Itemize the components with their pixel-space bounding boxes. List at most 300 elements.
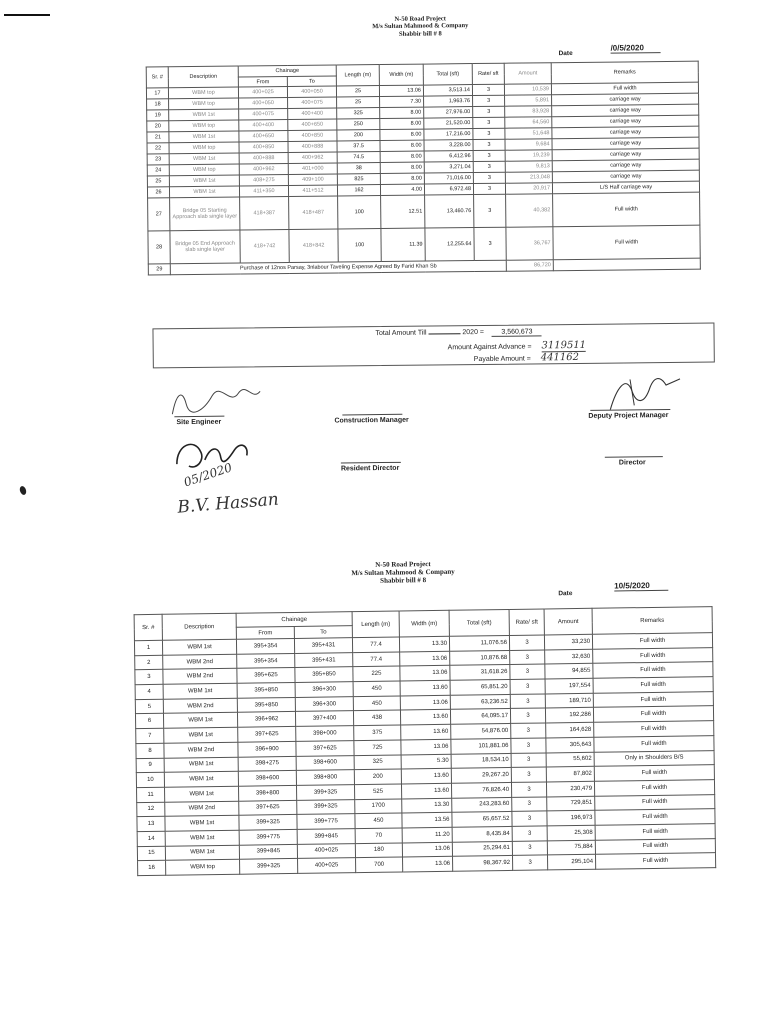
row-total: 3,513.14 bbox=[423, 85, 472, 97]
deputy-pm-label: Deputy Project Manager bbox=[588, 412, 669, 420]
row-rate: 3 bbox=[473, 128, 505, 139]
row-from: 400+400 bbox=[239, 119, 288, 131]
row-from: 399+775 bbox=[239, 829, 297, 844]
row-total: 13,460.76 bbox=[425, 195, 474, 229]
row-description: Bridge 05 Starting Approach slab single layer bbox=[170, 197, 240, 231]
row-amount: 86,720 bbox=[506, 260, 553, 271]
row-from: 399+325 bbox=[239, 815, 297, 830]
sheet2-table-body bbox=[134, 633, 715, 876]
row-width: 13.60 bbox=[400, 680, 450, 695]
row-remarks: Full width bbox=[595, 794, 715, 810]
col-remarks: Remarks bbox=[551, 61, 698, 84]
row-to: 395+850 bbox=[295, 667, 353, 682]
sheet2-bill-table bbox=[134, 606, 717, 876]
row-description: WBM top bbox=[169, 120, 239, 132]
row-amount: 196,973 bbox=[547, 811, 595, 826]
row-description: WBM 1st bbox=[165, 845, 239, 861]
row-remarks: carriage way bbox=[552, 148, 699, 161]
row-description: WBM top bbox=[166, 860, 240, 876]
row-rate: 3 bbox=[512, 841, 547, 856]
row-remarks: Full width bbox=[594, 779, 714, 795]
sheet2-date-label: Date bbox=[558, 590, 573, 598]
row-from: 395+354 bbox=[237, 653, 295, 668]
col-width: Width (m) bbox=[399, 610, 449, 637]
row-sr: 13 bbox=[137, 817, 165, 832]
director-label: Director bbox=[618, 459, 646, 467]
row-rate: 3 bbox=[510, 650, 545, 665]
row-from: 400+075 bbox=[239, 108, 288, 120]
row-width: 13.56 bbox=[402, 813, 452, 828]
row-sr: 11 bbox=[137, 787, 165, 802]
col-from: From bbox=[236, 626, 294, 639]
row-from: 395+354 bbox=[236, 638, 294, 653]
row-rate: 3 bbox=[473, 161, 505, 172]
row-amount: 64,560 bbox=[505, 117, 552, 128]
row-to: 400+888 bbox=[288, 141, 337, 153]
row-rate: 3 bbox=[474, 227, 506, 260]
row-description: WBM top bbox=[169, 164, 239, 176]
row-total: 3,271.04 bbox=[424, 162, 473, 174]
row-to: 400+962 bbox=[288, 152, 337, 164]
row-from: 400+962 bbox=[239, 163, 288, 175]
row-to: 411+512 bbox=[288, 185, 337, 197]
row-sr: 5 bbox=[135, 699, 163, 714]
row-amount: 32,630 bbox=[545, 649, 593, 664]
row-sr: 4 bbox=[135, 684, 163, 699]
row-rate: 3 bbox=[512, 811, 547, 826]
row-rate: 3 bbox=[510, 694, 545, 709]
row-sr: 2 bbox=[135, 655, 163, 670]
row-rate: 3 bbox=[511, 723, 546, 738]
row-length: 725 bbox=[354, 740, 401, 755]
row-length: 180 bbox=[355, 843, 402, 858]
row-rate: 3 bbox=[473, 106, 505, 117]
row-length: 700 bbox=[356, 857, 403, 872]
row-to: 398+800 bbox=[296, 770, 354, 785]
row-total: 27,976.00 bbox=[424, 107, 473, 119]
row-rate: 3 bbox=[511, 738, 546, 753]
row-length: 450 bbox=[353, 681, 400, 696]
col-total: Total (sft) bbox=[423, 64, 472, 86]
col-sr: Sr. # bbox=[146, 67, 168, 88]
row-total: 65,657.52 bbox=[452, 812, 512, 828]
row-to: 401+000 bbox=[288, 163, 337, 175]
row-remarks: Full width bbox=[594, 735, 714, 751]
row-amount: 20,917 bbox=[505, 183, 552, 194]
row-description: WBM 1st bbox=[163, 683, 237, 699]
row-total: 101,881.06 bbox=[451, 738, 511, 754]
row-description: WBM top bbox=[169, 98, 239, 110]
row-sr: 23 bbox=[147, 154, 169, 165]
row-remarks: Full width bbox=[595, 853, 715, 869]
row-amount: 305,643 bbox=[546, 737, 594, 752]
row-length: 225 bbox=[353, 666, 400, 681]
row-sr: 3 bbox=[135, 670, 163, 685]
row-remarks: Full width bbox=[553, 192, 700, 227]
row-description: WBM top bbox=[169, 142, 239, 154]
row-description: WBM 1st bbox=[169, 175, 239, 187]
row-remarks: Only in Shoulders B/S bbox=[594, 750, 714, 766]
row-total: 8,435.84 bbox=[452, 826, 512, 842]
row-from: 397+625 bbox=[239, 800, 297, 815]
row-sr: 28 bbox=[148, 231, 170, 264]
row-from: 400+650 bbox=[239, 130, 288, 142]
row-sr: 26 bbox=[147, 187, 169, 198]
site-engineer-label: Site Engineer bbox=[176, 418, 222, 427]
row-to: 399+325 bbox=[297, 799, 355, 814]
row-width: 13.06 bbox=[402, 842, 452, 857]
total-amount-label: Total Amount Till bbox=[375, 329, 427, 338]
row-description: WBM 1st bbox=[169, 131, 239, 143]
row-length: 450 bbox=[353, 696, 400, 711]
row-width: 13.30 bbox=[399, 636, 449, 651]
row-remarks: carriage way bbox=[552, 170, 699, 183]
row-from: 396+962 bbox=[237, 712, 295, 727]
row-description: WBM 2nd bbox=[163, 654, 237, 670]
row-width: 12.51 bbox=[381, 195, 425, 228]
row-rate: 3 bbox=[473, 172, 505, 183]
row-width: 13.06 bbox=[401, 739, 451, 754]
row-description: WBM 1st bbox=[165, 830, 239, 846]
row-to: 418+842 bbox=[289, 229, 338, 263]
row-to: 400+650 bbox=[288, 119, 337, 131]
row-width: 13.60 bbox=[401, 768, 451, 783]
row-to: 397+625 bbox=[296, 740, 354, 755]
row-rate: 3 bbox=[512, 797, 547, 812]
col-rate: Rate/ sft bbox=[472, 63, 504, 84]
row-remarks: Full width bbox=[595, 838, 715, 854]
row-width: 13.30 bbox=[402, 798, 452, 813]
row-amount: 25,308 bbox=[547, 825, 595, 840]
row-from: 399+845 bbox=[239, 844, 297, 859]
row-rate: 3 bbox=[512, 826, 547, 841]
row-total: 12,255.64 bbox=[425, 228, 474, 262]
payable-value: 441162 bbox=[540, 351, 579, 364]
row-to: 398+000 bbox=[296, 726, 354, 741]
row-width: 5.30 bbox=[401, 754, 451, 769]
row-rate: 3 bbox=[509, 635, 544, 650]
col-chainage: Chainage bbox=[238, 65, 336, 77]
row-from: 418+387 bbox=[240, 196, 289, 230]
row-remarks: Full width bbox=[592, 633, 712, 649]
col-to: To bbox=[294, 626, 352, 639]
row-width: 8.00 bbox=[380, 162, 424, 173]
row-width: 13.06 bbox=[403, 857, 453, 872]
row-description: WBM 1st bbox=[165, 815, 239, 831]
row-sr: 6 bbox=[135, 714, 163, 729]
row-length: 100 bbox=[338, 229, 381, 262]
row-amount: 230,479 bbox=[546, 781, 594, 796]
row-total: 31,618.26 bbox=[450, 665, 510, 681]
row-rate: 3 bbox=[473, 150, 505, 161]
row-width: 4.00 bbox=[380, 184, 424, 195]
row-sr: 12 bbox=[137, 802, 165, 817]
row-length: 325 bbox=[354, 754, 401, 769]
row-sr: 9 bbox=[136, 758, 164, 773]
row-remarks: carriage way bbox=[552, 115, 699, 128]
sheet2-company: M/s Sultan Mahmood & Company bbox=[351, 567, 455, 578]
row-width: 7.30 bbox=[380, 96, 424, 107]
col-width: Width (m) bbox=[379, 64, 423, 85]
row-rate: 3 bbox=[473, 139, 505, 150]
row-amount: 9,684 bbox=[505, 139, 552, 150]
row-width: 13.60 bbox=[401, 724, 451, 739]
row-total: 63,236.52 bbox=[450, 694, 510, 710]
row-description: WBM 2nd bbox=[164, 742, 238, 758]
row-amount: 87,802 bbox=[546, 766, 594, 781]
row-remarks: carriage way bbox=[552, 137, 699, 150]
row-total: 17,216.00 bbox=[424, 129, 473, 141]
row-rate: 3 bbox=[511, 767, 546, 782]
row-description: WBM 2nd bbox=[163, 698, 237, 714]
sheet2-header bbox=[323, 559, 483, 585]
row-amount: 94,855 bbox=[545, 664, 593, 679]
construction-manager-label: Construction Manager bbox=[334, 416, 409, 425]
row-sr: 10 bbox=[136, 772, 164, 787]
row-length: 38 bbox=[337, 163, 380, 174]
row-purchase-description: Purchase of 12nos Parsay, 3nlabour Taveling Expense Agreed By Farid Khan Sb bbox=[170, 260, 506, 275]
row-description: WBM 1st bbox=[165, 786, 239, 802]
row-length: 200 bbox=[354, 769, 401, 784]
row-to: 395+431 bbox=[294, 638, 352, 653]
row-length: 25 bbox=[336, 86, 379, 97]
row-from: 411+350 bbox=[239, 185, 288, 197]
row-remarks: Full width bbox=[593, 691, 713, 707]
advance-value: 3119511 bbox=[541, 339, 587, 352]
row-amount: 75,884 bbox=[547, 840, 595, 855]
sheet2-project-title: N-50 Road Project bbox=[375, 560, 431, 569]
row-length: 200 bbox=[337, 130, 380, 141]
row-remarks: Full width bbox=[593, 662, 713, 678]
row-to: 398+600 bbox=[296, 755, 354, 770]
row-width: 13.06 bbox=[400, 695, 450, 710]
row-width: 13.06 bbox=[400, 666, 450, 681]
row-width: 8.00 bbox=[380, 151, 424, 162]
row-length: 77.4 bbox=[352, 637, 399, 652]
row-description: WBM top bbox=[168, 87, 238, 99]
row-remarks: Full width bbox=[594, 721, 714, 737]
row-to: 400+075 bbox=[288, 97, 337, 109]
row-width: 8.00 bbox=[380, 118, 424, 129]
row-total: 25,294.61 bbox=[452, 841, 512, 857]
row-amount: 729,851 bbox=[547, 796, 595, 811]
row-length: 375 bbox=[354, 725, 401, 740]
row-remarks: Full width bbox=[551, 82, 698, 95]
row-length: 325 bbox=[337, 108, 380, 119]
row-to: 400+400 bbox=[288, 108, 337, 120]
row-remarks: Full width bbox=[593, 647, 713, 663]
row-amount: 19,239 bbox=[505, 150, 552, 161]
row-amount: 5,891 bbox=[505, 95, 552, 106]
col-total: Total (sft) bbox=[449, 609, 509, 636]
row-rate: 3 bbox=[511, 782, 546, 797]
row-rate: 3 bbox=[474, 194, 506, 227]
resident-director-label: Resident Director bbox=[340, 464, 400, 473]
row-from: 400+050 bbox=[239, 97, 288, 109]
row-width: 11.39 bbox=[381, 228, 425, 261]
row-length: 100 bbox=[338, 196, 381, 229]
row-amount: 197,554 bbox=[545, 678, 593, 693]
row-total: 6,412.96 bbox=[424, 151, 473, 163]
row-from: 395+850 bbox=[237, 697, 295, 712]
row-sr: 19 bbox=[147, 110, 169, 121]
row-rate: 3 bbox=[473, 183, 505, 194]
row-from: 398+600 bbox=[238, 771, 296, 786]
row-remarks: L/S Half carriage way bbox=[552, 181, 699, 194]
row-from: 395+625 bbox=[237, 668, 295, 683]
row-description: WBM 1st bbox=[164, 727, 238, 743]
sheet2-date-value: 10/5/2020 bbox=[614, 581, 668, 592]
advance-label: Amount Against Advance = bbox=[447, 343, 532, 352]
row-sr: 20 bbox=[147, 121, 169, 132]
row-total: 54,876.00 bbox=[451, 724, 511, 740]
row-sr: 1 bbox=[134, 640, 162, 655]
row-to: 399+845 bbox=[297, 829, 355, 844]
row-total: 1,963.76 bbox=[424, 96, 473, 108]
row-sr: 14 bbox=[137, 831, 165, 846]
row-from: 400+850 bbox=[239, 141, 288, 153]
row-to: 399+775 bbox=[297, 814, 355, 829]
row-total: 76,826.40 bbox=[451, 782, 511, 798]
row-width: 8.00 bbox=[380, 140, 424, 151]
handwritten-name: B.V. Hassan bbox=[176, 489, 280, 518]
row-to: 396+300 bbox=[295, 696, 353, 711]
row-total: 98,367.92 bbox=[453, 856, 513, 872]
col-length: Length (m) bbox=[336, 65, 379, 86]
row-to: 418+487 bbox=[289, 196, 338, 230]
row-total: 71,016.00 bbox=[424, 173, 473, 185]
row-to: 409+100 bbox=[288, 174, 337, 186]
row-remarks: carriage way bbox=[552, 104, 699, 117]
col-chainage: Chainage bbox=[236, 612, 352, 628]
sheet1-project-title: N-50 Road Project bbox=[394, 15, 447, 23]
row-total: 3,228.00 bbox=[424, 140, 473, 152]
row-rate: 3 bbox=[473, 117, 505, 128]
row-sr: 21 bbox=[147, 132, 169, 143]
row-total: 18,534.10 bbox=[451, 753, 511, 769]
col-description: Description bbox=[162, 613, 236, 640]
row-total: 243,283.60 bbox=[452, 797, 512, 813]
row-to: 395+431 bbox=[295, 652, 353, 667]
row-to: 396+300 bbox=[295, 682, 353, 697]
row-description: WBM 2nd bbox=[163, 669, 237, 685]
row-description: WBM 1st bbox=[169, 153, 239, 165]
row-remarks: Full width bbox=[593, 677, 713, 693]
row-sr: 16 bbox=[138, 861, 166, 876]
total-amount-value: 3,560,673 bbox=[492, 328, 542, 337]
row-total: 21,520.00 bbox=[424, 118, 473, 130]
row-amount: 55,602 bbox=[546, 752, 594, 767]
row-sr: 25 bbox=[147, 176, 169, 187]
row-to: 400+025 bbox=[297, 843, 355, 858]
row-length: 74.5 bbox=[337, 152, 380, 163]
row-remarks: carriage way bbox=[552, 93, 699, 106]
row-amount: 164,628 bbox=[546, 722, 594, 737]
handwritten-date: 05/2020 bbox=[182, 460, 234, 490]
row-amount: 213,048 bbox=[505, 172, 552, 183]
sheet1-bill-number: Shabbir bill # 8 bbox=[398, 30, 442, 38]
row-width: 13.60 bbox=[401, 783, 451, 798]
row-length: 162 bbox=[337, 185, 380, 196]
row-sr: 27 bbox=[148, 198, 170, 231]
row-remarks: carriage way bbox=[552, 126, 699, 139]
sheet1-date-label: Date bbox=[558, 50, 573, 58]
row-amount: 9,813 bbox=[505, 161, 552, 172]
row-sr: 17 bbox=[146, 88, 168, 99]
row-from: 398+275 bbox=[238, 756, 296, 771]
row-amount: 33,230 bbox=[544, 634, 592, 649]
row-description: WBM 1st bbox=[164, 757, 238, 773]
total-amount-label-tail: 2020 = bbox=[462, 328, 485, 337]
row-length: 77.4 bbox=[353, 652, 400, 667]
row-length: 1700 bbox=[355, 799, 402, 814]
row-amount: 51,648 bbox=[505, 128, 552, 139]
row-total: 10,876.68 bbox=[450, 650, 510, 666]
row-sr: 22 bbox=[147, 143, 169, 154]
row-width: 8.00 bbox=[380, 129, 424, 140]
row-from: 395+850 bbox=[237, 683, 295, 698]
row-width: 8.00 bbox=[380, 173, 424, 184]
row-to: 400+850 bbox=[288, 130, 337, 142]
col-from: From bbox=[238, 76, 287, 87]
row-remarks: Full width bbox=[595, 809, 715, 825]
row-amount: 83,928 bbox=[505, 106, 552, 117]
row-length: 525 bbox=[354, 784, 401, 799]
row-description: WBM 1st bbox=[163, 713, 237, 729]
row-description: WBM 1st bbox=[169, 109, 239, 121]
row-to: 399+325 bbox=[296, 785, 354, 800]
row-amount: 36,767 bbox=[506, 227, 553, 260]
row-from: 418+742 bbox=[240, 229, 289, 263]
row-width: 13.06 bbox=[400, 651, 450, 666]
row-length: 70 bbox=[355, 828, 402, 843]
row-sr: 15 bbox=[137, 846, 165, 861]
col-length: Length (m) bbox=[352, 611, 399, 638]
row-rate: 3 bbox=[510, 679, 545, 694]
row-sr: 8 bbox=[136, 743, 164, 758]
row-amount: 10,539 bbox=[504, 84, 551, 95]
row-length: 25 bbox=[337, 97, 380, 108]
row-length: 37.5 bbox=[337, 141, 380, 152]
col-rate: Rate/ sft bbox=[509, 609, 544, 635]
row-from: 399+325 bbox=[240, 859, 298, 874]
row-width: 11.20 bbox=[402, 827, 452, 842]
row-from: 398+800 bbox=[238, 785, 296, 800]
row-length: 825 bbox=[337, 174, 380, 185]
col-to: To bbox=[287, 76, 336, 87]
row-from: 400+888 bbox=[239, 152, 288, 164]
row-length: 450 bbox=[355, 813, 402, 828]
row-description: WBM 1st bbox=[162, 639, 236, 655]
row-description: Bridge 05 End Approach slab single layer bbox=[170, 230, 240, 264]
row-total: 29,267.20 bbox=[451, 768, 511, 784]
row-length: 438 bbox=[353, 710, 400, 725]
row-from: 396+900 bbox=[238, 741, 296, 756]
row-description: WBM 1st bbox=[164, 771, 238, 787]
row-from: 397+625 bbox=[238, 727, 296, 742]
row-amount: 40,382 bbox=[506, 194, 553, 227]
row-amount: 189,710 bbox=[545, 693, 593, 708]
row-description: WBM 2nd bbox=[165, 801, 239, 817]
col-amount: Amount bbox=[504, 63, 551, 84]
row-sr: 29 bbox=[148, 264, 170, 275]
row-total: 6,972.48 bbox=[424, 184, 473, 196]
row-sr: 7 bbox=[136, 728, 164, 743]
row-rate: 3 bbox=[510, 664, 545, 679]
row-to: 400+050 bbox=[287, 86, 336, 98]
row-rate: 3 bbox=[510, 708, 545, 723]
row-sr: 24 bbox=[147, 165, 169, 176]
